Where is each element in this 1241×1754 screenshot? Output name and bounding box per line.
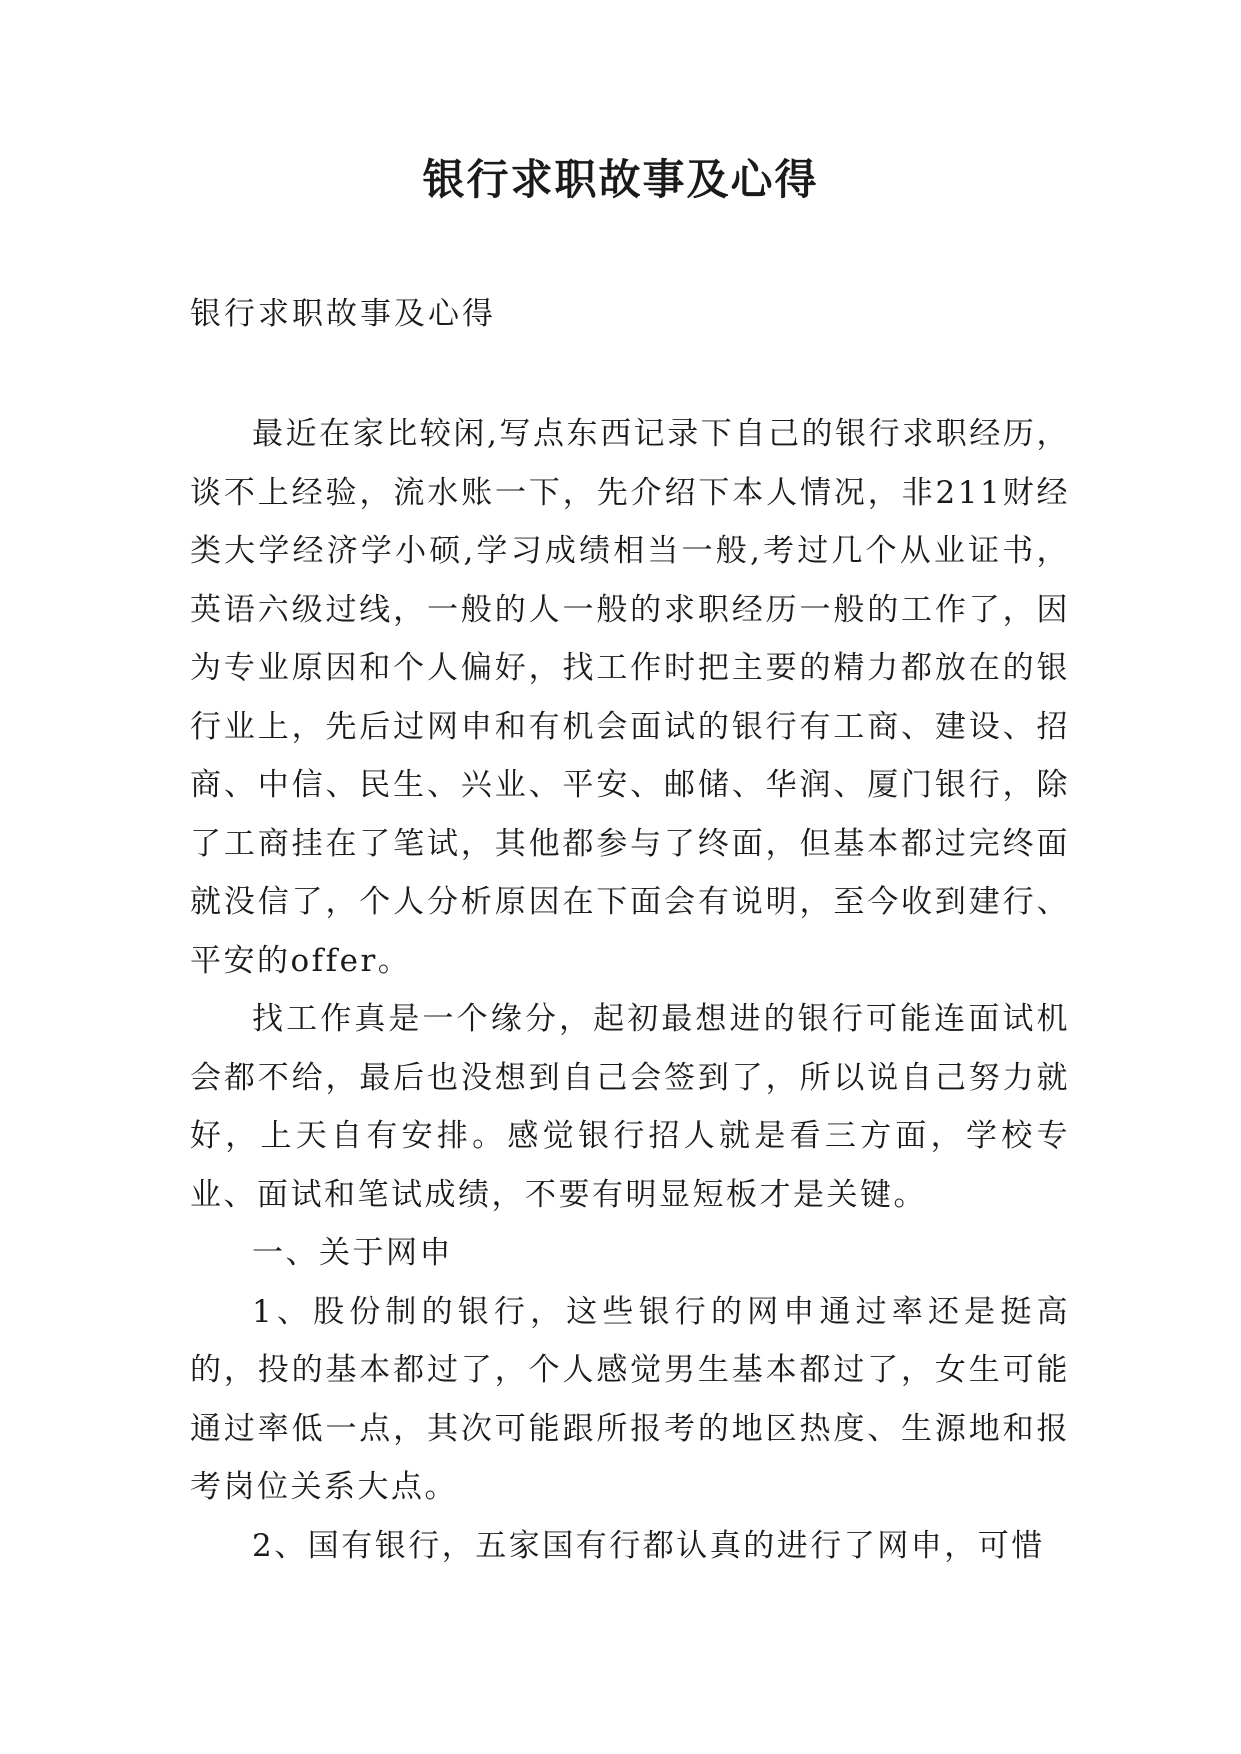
paragraph-intro: 最近在家比较闲,写点东西记录下自己的银行求职经历，谈不上经验，流水账一下，先介绍下本人情况，非211财经类大学经济学小硕,学习成绩相当一般,考过几个从业证书，英语六级过线，一般的人一般的求职经历一般的工作了，因为专业原因和个人偏好，找工作时把主要的精力都放在的银行业上，先后过网申和有机会面试的银行有工商、建设、招商、中信、民生、兴业、平安、邮储、华润、厦门银行，除了工商挂在了笔试，其他都参与了终面，但基本都过完终面就没信了，个人分析原因在下面会有说明，至今收到建行、平安的offer。 [190, 416, 1070, 979]
paragraph-joint-stock-banks: 1、股份制的银行，这些银行的网申通过率还是挺高的，投的基本都过了，个人感觉男生基本都过了，女生可能通过率低一点，其次可能跟所报考的地区热度、生源地和报考岗位关系大点。 [190, 1293, 1070, 1505]
document-title: 银行求职故事及心得 [422, 155, 819, 204]
paragraph-fate: 找工作真是一个缘分，起初最想进的银行可能连面试机会都不给，最后也没想到自己会签到了，所以说自己努力就好，上天自有安排。感觉银行招人就是看三方面，学校专业、面试和笔试成绩，不要有明显短板才是关键。 [190, 1001, 1070, 1213]
paragraph-state-owned-banks: 2、国有银行，五家国有行都认真的进行了网申，可惜 [252, 1527, 1045, 1564]
section-heading-online-application: 一、关于网申 [252, 1235, 453, 1271]
document-body [190, 405, 1070, 1575]
document-subtitle: 银行求职故事及心得 [190, 296, 496, 332]
